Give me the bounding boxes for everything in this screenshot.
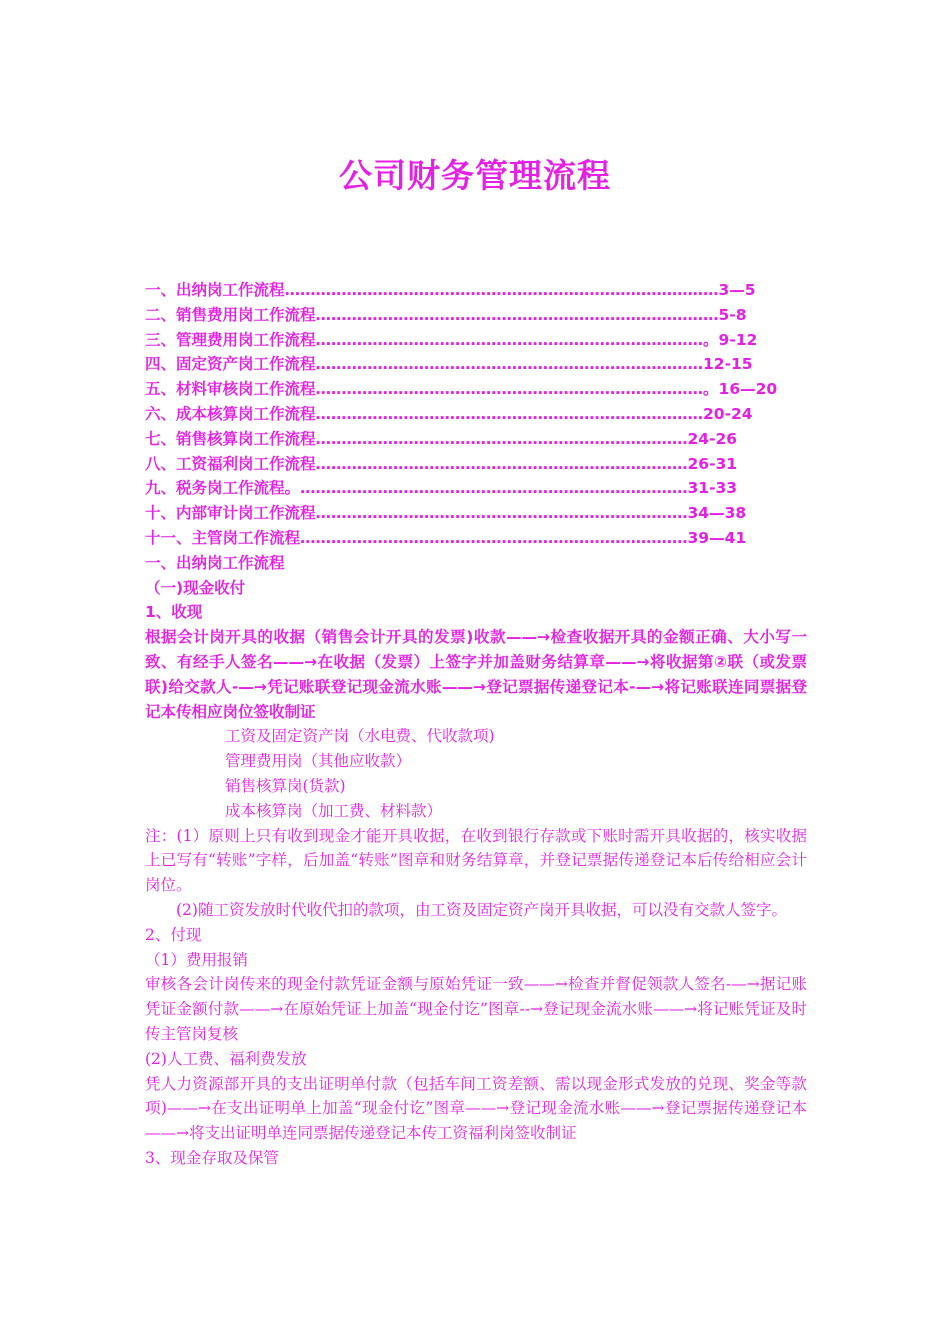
list-item: 成本核算岗（加工费、材料款）	[225, 801, 443, 820]
toc-entry[interactable]: 五、材料审核岗工作流程…………………………………………………………………。16—20	[145, 380, 778, 399]
table-of-contents	[145, 278, 807, 551]
document-title: 公司财务管理流程	[339, 156, 611, 195]
toc-entry[interactable]: 七、销售核算岗工作流程………………………………………………………………24-26	[145, 429, 738, 448]
section-heading: 一、出纳岗工作流程	[145, 553, 285, 572]
sub-item-heading: (2)人工费、福利费发放	[145, 1049, 307, 1068]
toc-entry[interactable]: 三、管理费用岗工作流程…………………………………………………………………。9-12	[145, 330, 758, 349]
item-heading: 2、付现	[145, 925, 202, 944]
paragraph: 凭人力资源部开具的支出证明单付款（包括车间工资差额、需以现金形式发放的兑现、奖金等款项)——→在支出证明单上加盖“现金付讫”图章——→登记现金流水账——→登记票据传递登记本——→将支出证明单连同票据传递登记本传工资福利岗签收制证	[145, 1074, 807, 1143]
document-body	[145, 278, 807, 1171]
note-paragraph: 注：(1）原则上只有收到现金才能开具收据，在收到银行存款或下账时需开具收据的，核实收据上已写有“转账”字样，后加盖“转账”图章和财务结算章，并登记票据传递登记本后传给相应会计岗位。	[145, 826, 807, 895]
toc-entry[interactable]: 十、内部审计岗工作流程………………………………………………………………34—38	[145, 504, 747, 523]
list-item: 销售核算岗(货款)	[225, 776, 346, 795]
note-paragraph: (2)随工资发放时代收代扣的款项，由工资及固定资产岗开具收据，可以没有交款人签字。	[176, 900, 787, 919]
item-heading: 3、现金存取及保管	[145, 1148, 279, 1167]
toc-entry[interactable]: 一、出纳岗工作流程…………………………………………………………………………3—5	[145, 281, 756, 299]
item-heading: 1、收现	[145, 603, 203, 622]
toc-entry[interactable]: 六、成本核算岗工作流程…………………………………………………………………20-24	[145, 404, 753, 423]
subsection-heading: （一)现金收付	[145, 578, 246, 597]
toc-entry[interactable]: 四、固定资产岗工作流程…………………………………………………………………12-15	[145, 355, 753, 374]
sub-item-heading: （1）费用报销	[145, 950, 248, 969]
toc-entry[interactable]: 九、税务岗工作流程。…………………………………………………………………31-33	[145, 479, 738, 498]
list-item: 工资及固定资产岗（水电费、代收款项)	[225, 727, 495, 746]
paragraph: 根据会计岗开具的收据（销售会计开具的发票)收款——→检查收据开具的金额正确、大小写一致、有经手人签名——→在收据（发票）上签字并加盖财务结算章——→将收据第②联（或发票联)给交款人-—→凭记账联登记现金流水账——→登记票据传递登记本-—→将记账联连同票据登记本传相应岗位签收制证	[145, 628, 807, 721]
toc-entry[interactable]: 十一、主管岗工作流程…………………………………………………………………39—41	[145, 528, 747, 547]
list-item: 管理费用岗（其他应收款）	[225, 752, 412, 771]
paragraph: 审核各会计岗传来的现金付款凭证金额与原始凭证一致——→检查并督促领款人签名-—→据记账凭证金额付款——→在原始凭证上加盖“现金付讫”图章--→登记现金流水账——→将记账凭证及时传主管岗复核	[145, 975, 807, 1043]
toc-entry[interactable]: 八、工资福利岗工作流程………………………………………………………………26-31	[145, 454, 738, 473]
toc-entry[interactable]: 二、销售费用岗工作流程……………………………………………………………………5-8	[145, 305, 747, 324]
